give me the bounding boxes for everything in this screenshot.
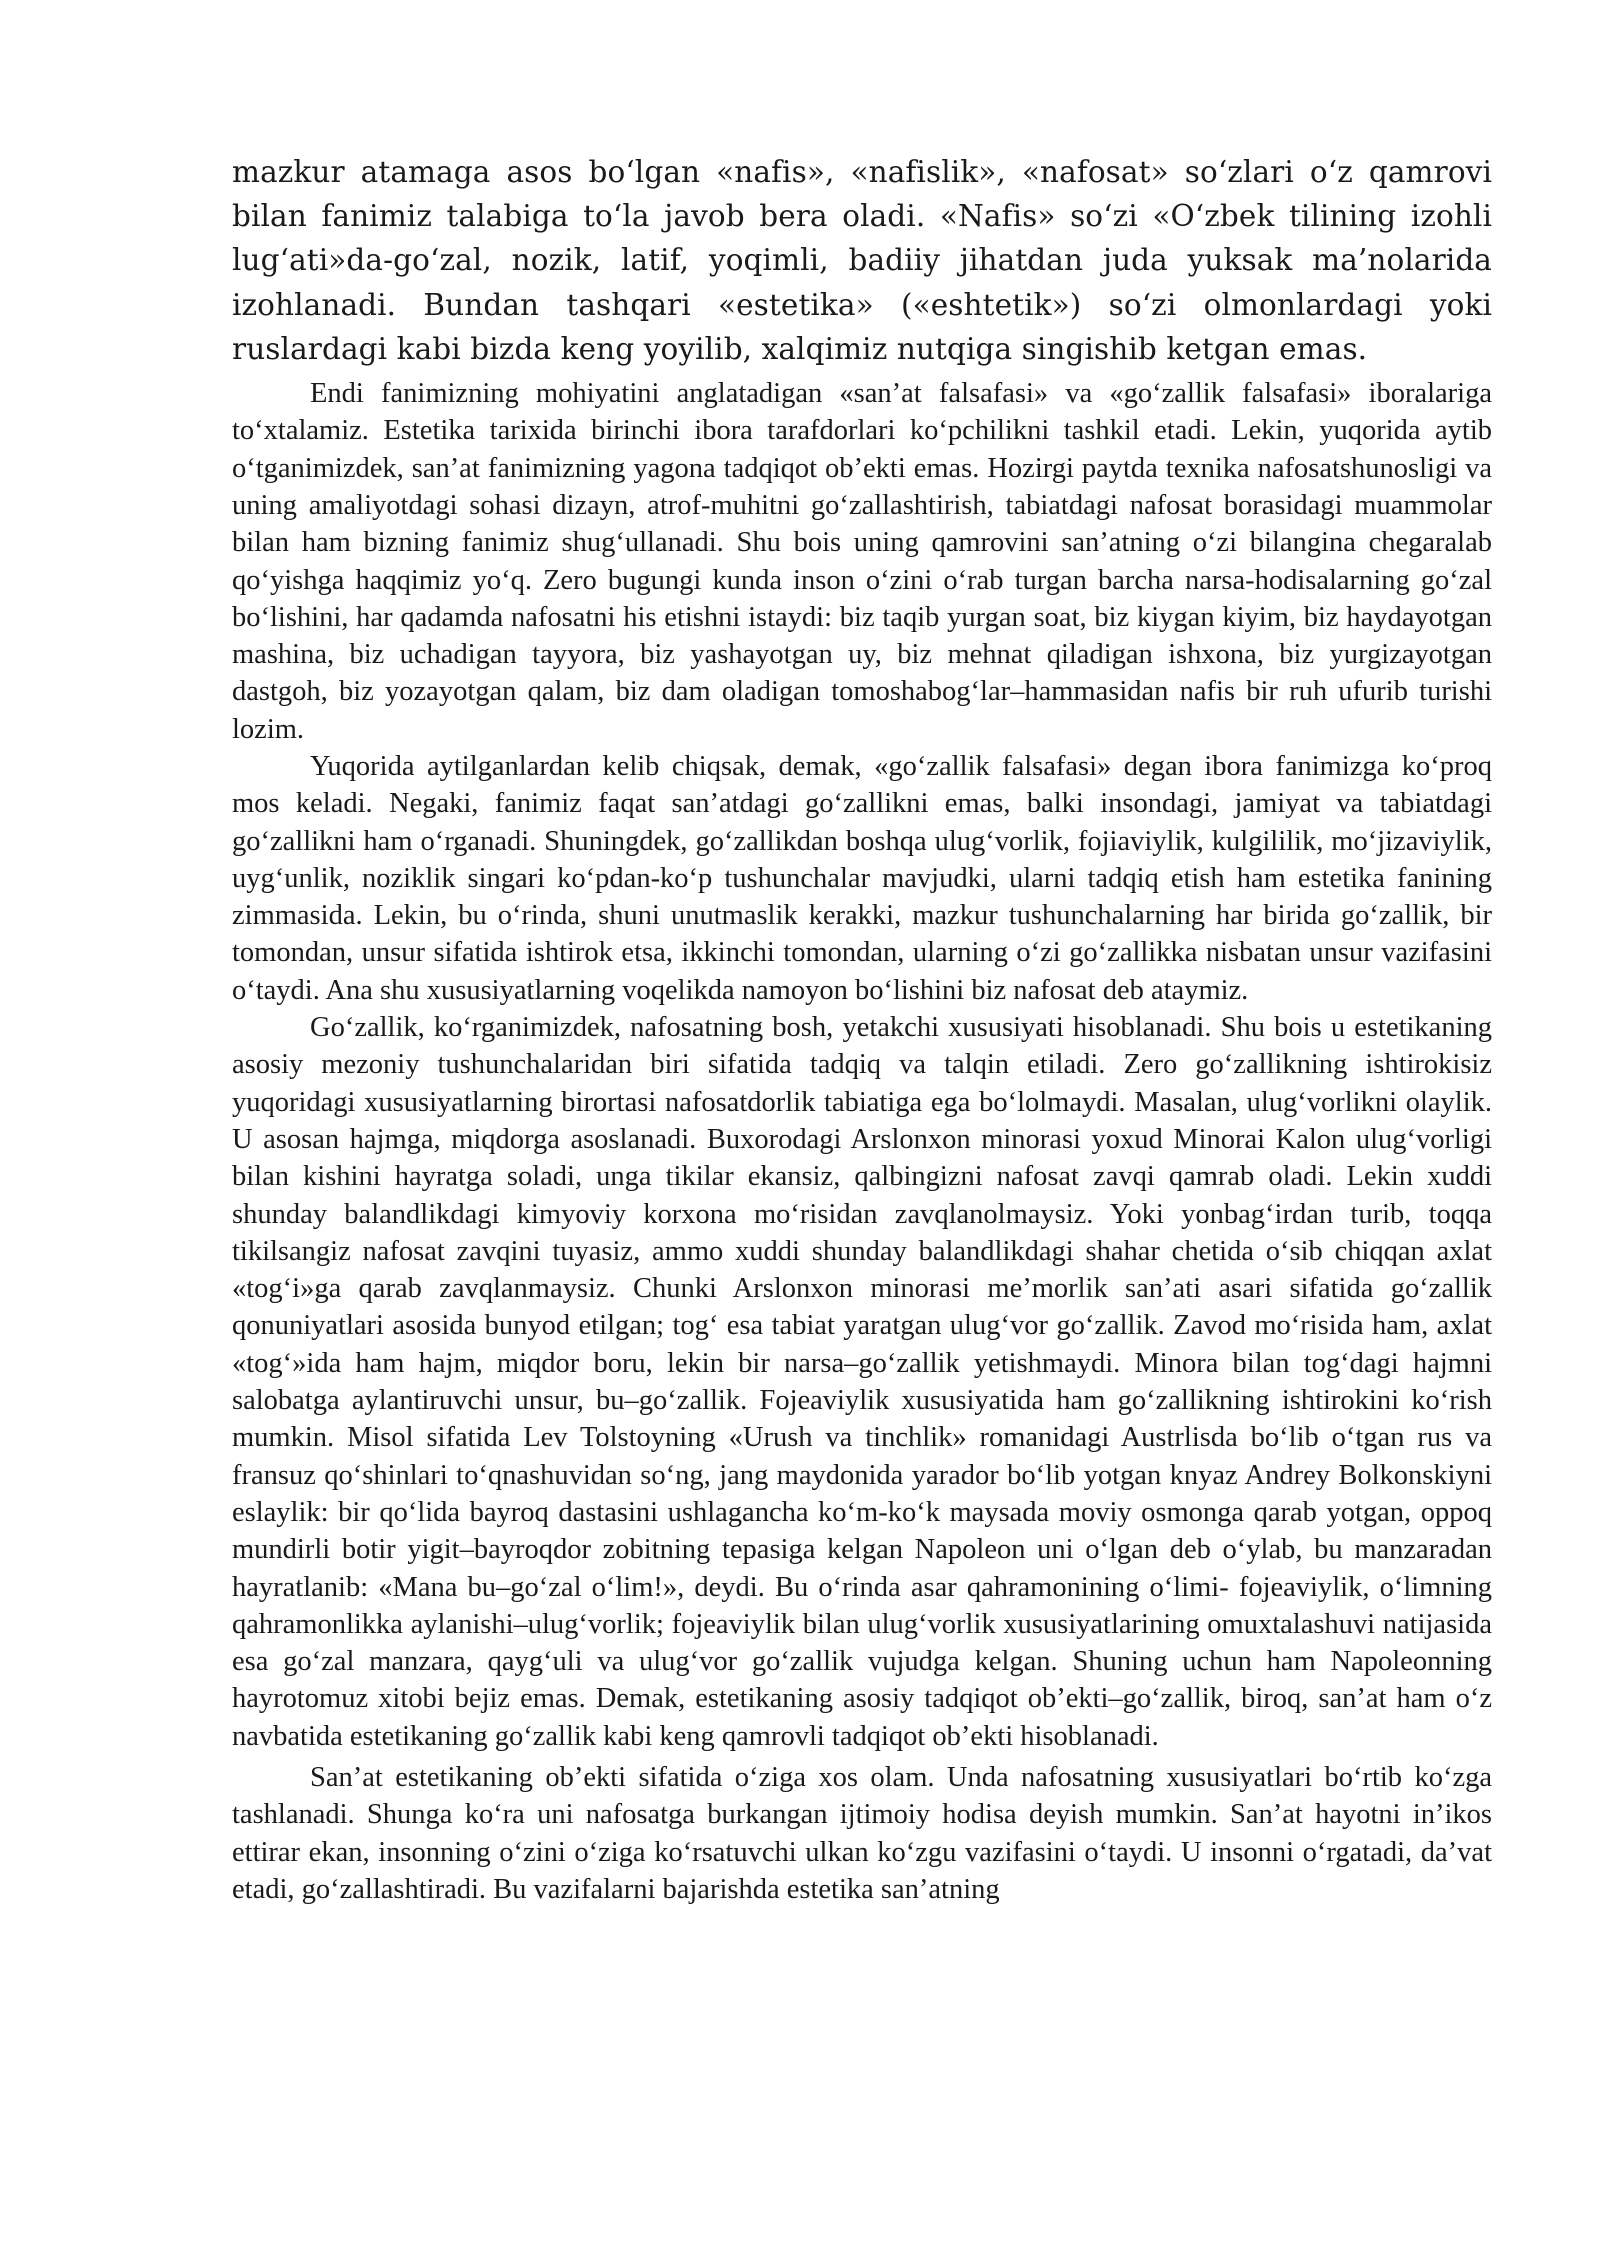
paragraph-intro: mazkur atamaga asos bo‘lgan «nafis», «nafislik», «nafosat» so‘zlari o‘z qamrovi bilan fanimiz talabiga to‘la javob bera oladi. «Nafis» so‘zi «O‘zbek tilining izohli lug‘ati»da-go‘zal, nozik, latif, yoqimli, badiiy jihatdan juda yuksak ma’nolarida izohlanadi. Bundan tashqari «estetika» («eshtetik») so‘zi olmonlardagi yoki ruslardagi kabi bizda keng yoyilib, xalqimiz nutqiga singishib ketgan emas. bbox=[232, 155, 1492, 366]
paragraph-beauty-criterion: Go‘zallik, ko‘rganimizdek, nafosatning bosh, yetakchi xususiyati hisoblanadi. Shu bois u estetikaning asosiy mezoniy tushunchalaridan biri sifatida tadqiq va talqin etiladi. Zero go‘zallikning ishtirokisiz yuqoridagi xususiyatlarning birortasi nafosatdorlik tabiatiga ega bo‘lolmaydi. Masalan, ulug‘vorlikni olaylik. U asosan hajmga, miqdorga asoslanadi. Buxorodagi Arslonxon minorasi yoxud Minorai Kalon ulug‘vorligi bilan kishini hayratga soladi, unga tikilar ekansiz, qalbingizni nafosat zavqi qamrab oladi. Lekin xuddi shunday balandlikdagi kimyoviy korxona mo‘risidan zavqlanolmaysiz. Yoki yonbag‘irdan turib, toqqa tikilsangiz nafosat zavqini tuyasiz, ammo xuddi shunday balandlikdagi shahar chetida o‘sib chiqqan axlat «tog‘i»ga qarab zavqlanmaysiz. Chunki Arslonxon minorasi me’morlik san’ati asari sifatida go‘zallik qonuniyatlari asosida bunyod etilgan; tog‘ esa tabiat yaratgan ulug‘vor go‘zallik. Zavod mo‘risida ham, axlat «tog‘»ida ham hajm, miqdor boru, lekin bir narsa–go‘zallik yetishmaydi. Minora bilan tog‘dagi hajmni salobatga aylantiruvchi unsur, bu–go‘zallik. Fojeaviylik xususiyatida ham go‘zallikning ishtirokini ko‘rish mumkin. Misol sifatida Lev Tolstoyning «Urush va tinchlik» romanidagi Austrlisda bo‘lib o‘tgan rus va fransuz qo‘shinlari to‘qnashuvidan so‘ng, jang maydonida yarador bo‘lib yotgan knyaz Andrey Bolkonskiyni eslaylik: bir qo‘lida bayroq dastasini ushlagancha ko‘m-ko‘k maysada moviy osmonga qarab yotgan, oppoq mundirli botir yigit–bayroqdor zobitning tepasiga kelgan Napoleon uni o‘lgan deb o‘ylab, bu manzaradan hayratlanib: «Mana bu–go‘zal o‘lim!», deydi. Bu o‘rinda asar qahramonining o‘limi- fojeaviylik, o‘limning qahramonlikka aylanishi–ulug‘vorlik; fojeaviylik bilan ulug‘vorlik xususiyatlarining omuxtalashuvi natijasida esa go‘zal manzara, qayg‘uli va ulug‘vor go‘zallik vujudga kelgan. Shuning uchun ham Napoleonning hayrotomuz xitobi bejiz emas. Demak, estetikaning asosiy tadqiqot ob’ekti–go‘zallik, biroq, san’at ham o‘z navbatida estetikaning go‘zallik kabi keng qamrovli tadqiqot ob’ekti hisoblanadi. bbox=[232, 1012, 1492, 1752]
document-page bbox=[232, 150, 1492, 1908]
paragraph-philosophy-terms: Endi fanimizning mohiyatini anglatadigan «san’at falsafasi» va «go‘zallik falsafasi» iboralariga to‘xtalamiz. Estetika tarixida birinchi ibora tarafdorlari ko‘pchilikni tashkil etadi. Lekin, yuqorida aytib o‘tganimizdek, san’at fanimizning yagona tadqiqot ob’ekti emas. Hozirgi paytda texnika nafosatshunosligi va uning amaliyotdagi sohasi dizayn, atrof-muhitni go‘zallashtirish, tabiatdagi nafosat borasidagi muammolar bilan ham bizning fanimiz shug‘ullanadi. Shu bois uning qamrovini san’atning o‘zi bilangina chegaralab qo‘yishga haqqimiz yo‘q. Zero bugungi kunda inson o‘zini o‘rab turgan barcha narsa-hodisalarning go‘zal bo‘lishini, har qadamda nafosatni his etishni istaydi: biz taqib yurgan soat, biz kiygan kiyim, biz haydayotgan mashina, biz uchadigan tayyora, biz yashayotgan uy, biz mehnat qiladigan ishxona, biz yurgizayotgan dastgoh, biz yozayotgan qalam, biz dam oladigan tomoshabog‘lar–hammasidan nafis bir ruh ufurib turishi lozim. bbox=[232, 378, 1492, 745]
paragraph-beauty-philosophy: Yuqorida aytilganlardan kelib chiqsak, demak, «go‘zallik falsafasi» degan ibora fanimizga ko‘proq mos keladi. Negaki, fanimiz faqat san’atdagi go‘zallikni emas, balki insondagi, jamiyat va tabiatdagi go‘zallikni ham o‘rganadi. Shuningdek, go‘zallikdan boshqa ulug‘vorlik, fojiaviylik, kulgililik, mo‘jizaviylik, uyg‘unlik, noziklik singari ko‘pdan-ko‘p tushunchalar mavjudki, ularni tadqiq etish ham estetika fanining zimmasida. Lekin, bu o‘rinda, shuni unutmaslik kerakki, mazkur tushunchalarning har birida go‘zallik, bir tomondan, unsur sifatida ishtirok etsa, ikkinchi tomondan, ularning o‘zi go‘zallikka nisbatan unsur vazifasini o‘taydi. Ana shu xususiyatlarning voqelikda namoyon bo‘lishini biz nafosat deb ataymiz. bbox=[232, 750, 1492, 1006]
paragraph-art-object: San’at estetikaning ob’ekti sifatida o‘ziga xos olam. Unda nafosatning xususiyatlari bo‘rtib ko‘zga tashlanadi. Shunga ko‘ra uni nafosatga burkangan ijtimoiy hodisa deyish mumkin. San’at hayotni in’ikos ettirar ekan, insonning o‘zini o‘ziga ko‘rsatuvchi ulkan ko‘zgu vazifasini o‘taydi. U insonni o‘rgatadi, da’vat etadi, go‘zallashtiradi. Bu vazifalarni bajarishda estetika san’atning bbox=[232, 1762, 1492, 1905]
